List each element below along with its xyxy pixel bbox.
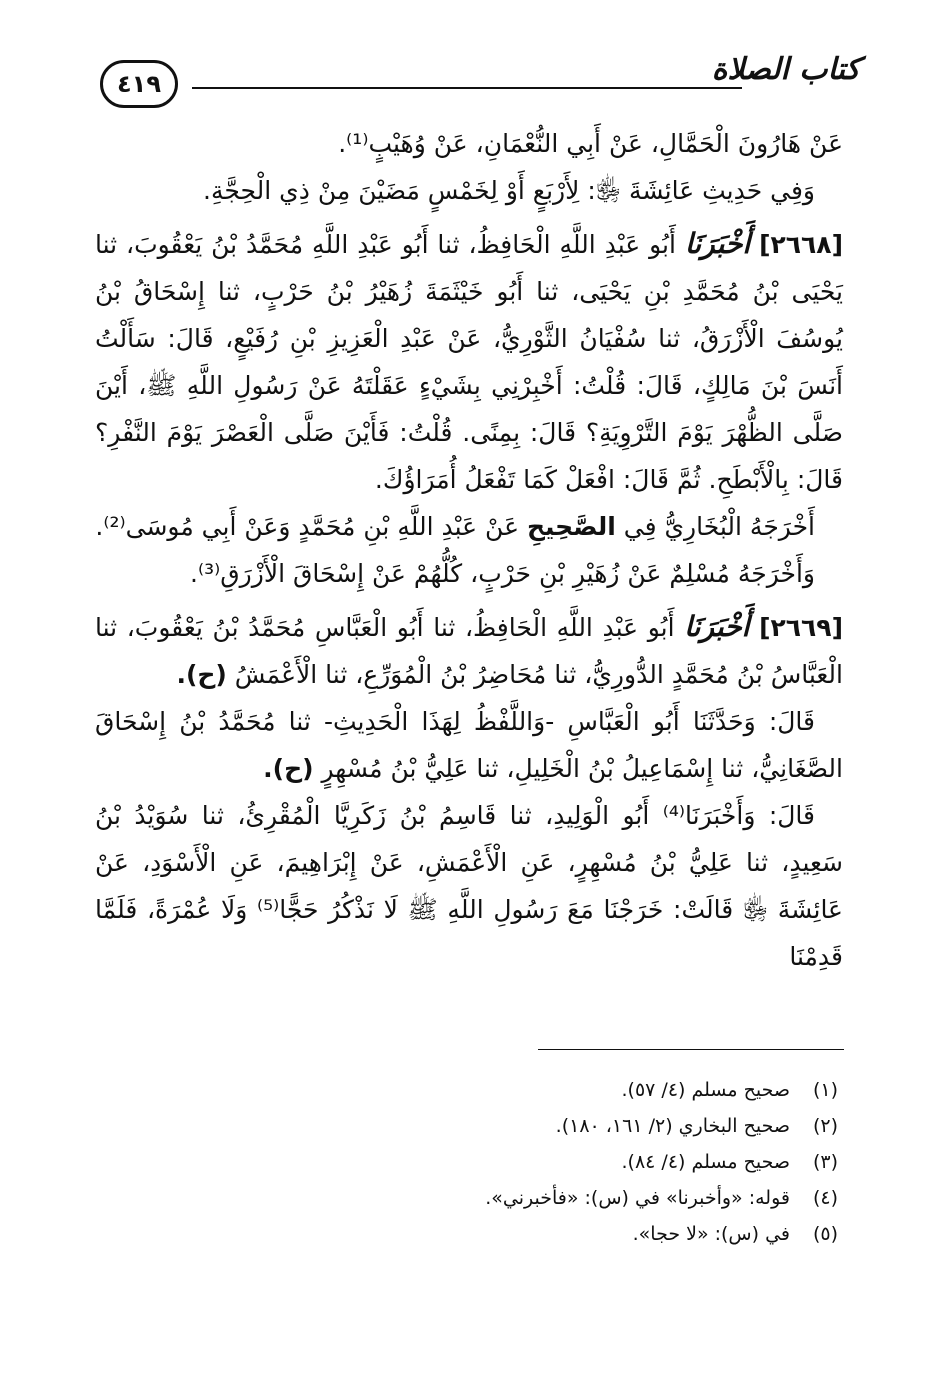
footnote-item xyxy=(238,1144,838,1180)
paragraph-isnad-end: عَنْ هَارُونَ الْحَمَّالِ، عَنْ أَبِي النُّعْمَانِ، عَنْ وُهَيْبٍ⁽¹⁾. xyxy=(338,129,843,158)
page-header xyxy=(100,52,860,112)
footnote-text: صحيح مسلم (٤/ ٨٤). xyxy=(621,1151,790,1173)
footnote-item xyxy=(238,1108,838,1144)
footnote-number: (٢) xyxy=(812,1115,838,1137)
hadith-2668 xyxy=(95,220,843,503)
footnote-number: (٤) xyxy=(812,1187,838,1209)
paragraph-aisha-note: وَفِي حَدِيثِ عَائِشَةَ ﵂: لِأَرْبَعٍ أَوْ لِخَمْسٍ مَضَيْنَ مِنْ ذِي الْحِجَّةِ. xyxy=(203,176,815,205)
hadith-number: [٢٦٦٨] xyxy=(759,230,843,259)
footnote-text: قوله: «وأخبرنا» في (س): «فأخبرني». xyxy=(485,1187,790,1209)
tahwil-mark: (ح). xyxy=(176,660,227,689)
akhbarana-heading: أَخْبَرَنَا xyxy=(684,610,750,643)
takhrij-bukhari xyxy=(95,503,843,550)
footnote-number: (١) xyxy=(812,1079,838,1101)
header-rule xyxy=(192,87,742,89)
takhrij-text: أَخْرَجَهُ الْبُخَارِيُّ فِي xyxy=(623,512,815,541)
footnote-item xyxy=(238,1180,838,1216)
main-text xyxy=(95,120,843,980)
footnote-separator xyxy=(538,1049,844,1050)
paragraph-qala-2: قَالَ: وَأَخْبَرَنَا⁽⁴⁾ أَبُو الْوَلِيدِ، ثنا قَاسِمُ بْنُ زَكَرِيَّا الْمُقْرِئُ، ثنا سُوَيْدُ بْنُ سَعِيدٍ، ثنا عَلِيُّ بْنُ مُسْهِرٍ، عَنِ الْأَعْمَشِ، عَنْ إِبْرَاهِيمَ، عَنِ الْأَسْوَدِ، عَنْ عَائِشَةَ ﵂ قَالَتْ: خَرَجْنَا مَعَ رَسُولِ اللَّهِ ﷺ لَا نَذْكُرُ حَجًّا⁽⁵⁾ وَلَا عُمْرَةً، فَلَمَّا قَدِمْنَا xyxy=(95,801,843,971)
tahwil-mark: (ح). xyxy=(263,754,314,783)
hadith-text: أَبُو عَبْدِ اللَّهِ الْحَافِظُ، ثنا أَبُو عَبْدِ اللَّهِ مُحَمَّدُ بْنُ يَعْقُوبَ، ثنا يَحْيَى بْنُ مُحَمَّدِ بْنِ يَحْيَى، ثنا أَبُو خَيْثَمَةَ زُهَيْرُ بْنُ حَرْبٍ، ثنا إِسْحَاقُ بْنُ يُوسُفَ الْأَزْرَقُ، ثنا سُفْيَانُ الثَّوْرِيُّ، عَنْ عَبْدِ الْعَزِيزِ بْنِ رُفَيْعٍ، قَالَ: سَأَلْتُ أَنَسَ بْنَ مَالِكٍ، قَالَ: قُلْتُ: أَخْبِرْنِي بِشَيْءٍ عَقَلْتَهُ عَنْ رَسُولِ اللَّهِ ﷺ، أَيْنَ صَلَّى الظُّهْرَ يَوْمَ التَّرْوِيَةِ؟ قَالَ: بِمِنًى. قُلْتُ: فَأَيْنَ صَلَّى الْعَصْرَ يَوْمَ النَّفْرِ؟ قَالَ: بِالْأَبْطَحِ. ثُمَّ قَالَ: افْعَلْ كَمَا تَفْعَلُ أُمَرَاؤُكَ. xyxy=(95,230,843,494)
hadith-text: أَبُو عَبْدِ اللَّهِ الْحَافِظُ، ثنا أَبُو الْعَبَّاسِ مُحَمَّدُ بْنُ يَعْقُوبَ، ثنا الْعَبَّاسُ بْنُ مُحَمَّدٍ الدُّورِيُّ، ثنا مُحَاضِرُ بْنُ الْمُوَرِّعِ، ثنا الْأَعْمَشُ xyxy=(95,613,843,689)
sahih-title: الصَّحِيحِ xyxy=(526,512,616,541)
footnote-text: صحيح البخاري (٢/ ١٦١، ١٨٠). xyxy=(555,1115,790,1137)
footnote-item xyxy=(238,1216,838,1252)
paragraph-qala-1 xyxy=(95,698,843,792)
footnote-number: (٣) xyxy=(812,1151,838,1173)
hadith-2669 xyxy=(95,603,843,698)
footnote-text: في (س): «لا حجا». xyxy=(632,1223,790,1245)
footnote-number: (٥) xyxy=(812,1223,838,1245)
takhrij-muslim: وَأَخْرَجَهُ مُسْلِمٌ عَنْ زُهَيْرِ بْنِ حَرْبٍ، كُلُّهُمْ عَنْ إِسْحَاقَ الْأَزْرَقِ⁽³⁾. xyxy=(190,559,815,588)
hadith-number: [٢٦٦٩] xyxy=(759,613,843,642)
page-number: ٤١٩ xyxy=(100,60,178,108)
akhbarana-heading: أَخْبَرَنَا xyxy=(684,227,751,260)
footnote-text: صحيح مسلم (٤/ ٥٧). xyxy=(621,1079,790,1101)
paragraph-text: قَالَ: وَحَدَّثَنَا أَبُو الْعَبَّاسِ -وَاللَّفْظُ لِهَذَا الْحَدِيثِ- ثنا مُحَمَّدُ بْنُ إِسْحَاقَ الصَّغَانِيُّ، ثنا إِسْمَاعِيلُ بْنُ الْخَلِيلِ، ثنا عَلِيُّ بْنُ مُسْهِرٍ xyxy=(95,707,843,783)
chapter-title: كتاب الصلاة xyxy=(711,52,860,87)
footnote-item xyxy=(238,1072,838,1108)
footnotes xyxy=(238,1072,838,1252)
takhrij-text: عَنْ عَبْدِ اللَّهِ بْنِ مُحَمَّدٍ وَعَنْ أَبِي مُوسَى⁽²⁾. xyxy=(95,512,519,541)
